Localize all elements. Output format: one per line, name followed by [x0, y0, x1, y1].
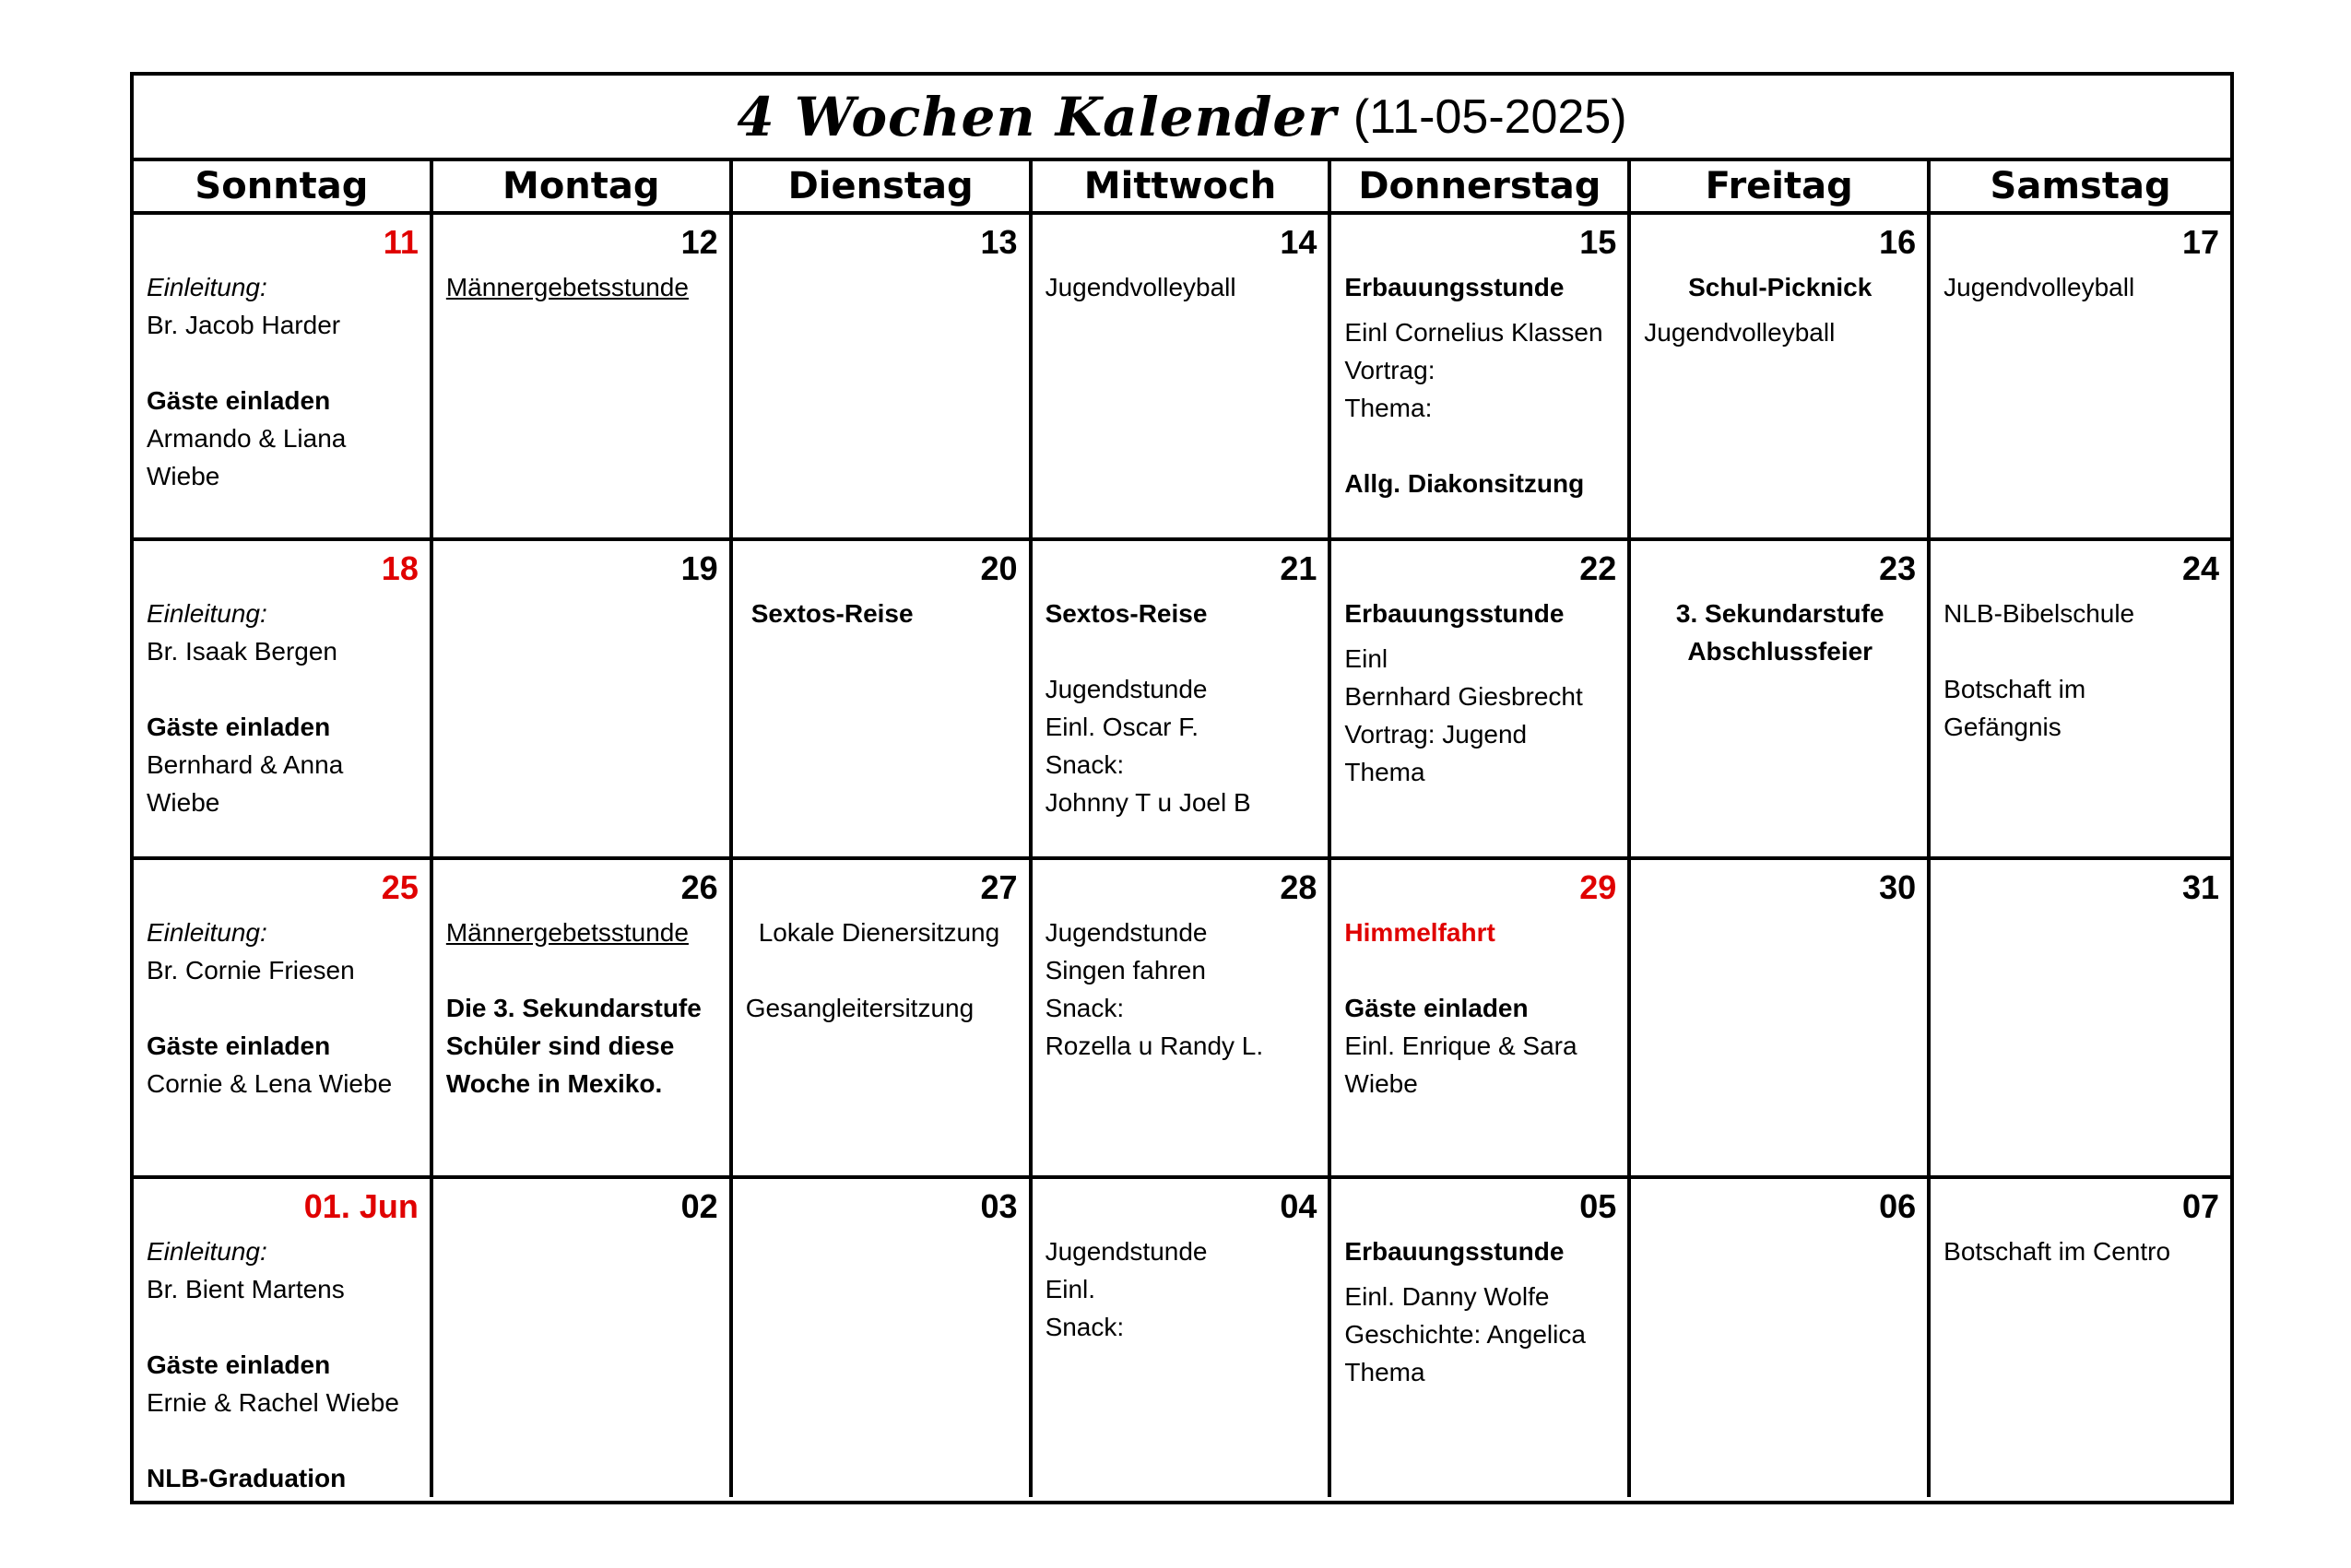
event-title: Erbauungsstunde	[1344, 1237, 1565, 1266]
event-title: Abschlussfeier	[1687, 637, 1873, 666]
day-number: 12	[680, 223, 718, 261]
day-number: 17	[2181, 223, 2219, 261]
day-number: 20	[980, 549, 1018, 587]
guests-name: Armando & Liana	[147, 424, 347, 453]
event-text: Snack:	[1045, 994, 1125, 1022]
event-text: Thema	[1344, 758, 1425, 786]
day-number: 22	[1579, 549, 1617, 587]
weekday-saturday: Samstag	[1931, 161, 2230, 215]
day-cell-16	[1631, 215, 1931, 541]
guests-label: Gäste einladen	[147, 386, 331, 415]
day-cell-18	[134, 541, 433, 860]
event-text: Einl. Enrique & Sara	[1344, 1032, 1577, 1060]
event-text: Einl.	[1045, 1275, 1096, 1303]
day-number: 21	[1280, 549, 1317, 587]
intro-name: Br. Jacob Harder	[147, 311, 341, 339]
event-title: Sextos-Reise	[1045, 599, 1208, 628]
day-cell-25	[134, 860, 433, 1179]
event-text: Thema:	[1344, 394, 1433, 422]
event-text: Jugendstunde	[1045, 1237, 1208, 1266]
event-text: Einl	[1344, 644, 1388, 673]
event-text: Einl. Oscar F.	[1045, 713, 1199, 741]
weekday-wednesday: Mittwoch	[1033, 161, 1332, 215]
calendar-grid	[134, 161, 2230, 1497]
day-cell-06	[1631, 1179, 1931, 1497]
event-text: Snack:	[1045, 1313, 1125, 1341]
event-text: Vortrag:	[1344, 356, 1435, 384]
day-cell-28	[1033, 860, 1332, 1179]
day-number: 23	[1879, 549, 1917, 587]
intro-label: Einleitung:	[147, 918, 267, 947]
day-cell-23	[1631, 541, 1931, 860]
intro-name: Br. Isaak Bergen	[147, 637, 338, 666]
intro-name: Br. Bient Martens	[147, 1275, 345, 1303]
event-text: Botschaft im	[1943, 675, 2086, 703]
day-cell-11	[134, 215, 433, 541]
intro-label: Einleitung:	[147, 599, 267, 628]
guests-label: Gäste einladen	[147, 1032, 331, 1060]
event-text: Jugendstunde	[1045, 918, 1208, 947]
day-number: 11	[383, 223, 419, 261]
day-cell-07	[1931, 1179, 2230, 1497]
day-cell-29	[1331, 860, 1631, 1179]
calendar	[130, 72, 2234, 1504]
day-cell-19	[433, 541, 733, 860]
event-text: Einl Cornelius Klassen	[1344, 318, 1603, 347]
event-title: Schüler sind diese	[445, 1032, 675, 1060]
event-title: Die 3. Sekundarstufe	[445, 994, 702, 1022]
holiday-label: Himmelfahrt	[1344, 918, 1495, 947]
day-number: 19	[680, 549, 718, 587]
day-cell-24	[1931, 541, 2230, 860]
event-text: Bernhard Giesbrecht	[1344, 682, 1583, 711]
day-number: 02	[680, 1187, 718, 1225]
day-number: 14	[1280, 223, 1317, 261]
day-number: 31	[2181, 868, 2219, 906]
guests-label: Gäste einladen	[147, 1350, 331, 1379]
day-cell-15	[1331, 215, 1631, 541]
guests-label: Gäste einladen	[1344, 994, 1529, 1022]
event-text: Jugendvolleyball	[1644, 318, 1836, 347]
event-title: Erbauungsstunde	[1344, 599, 1565, 628]
event-text: Geschichte: Angelica	[1344, 1320, 1586, 1349]
event-text: Männergebetsstunde	[445, 273, 689, 301]
event-text: Botschaft im Centro	[1943, 1237, 2171, 1266]
day-cell-30	[1631, 860, 1931, 1179]
event-text: Jugendvolleyball	[1045, 273, 1236, 301]
event-title: NLB-Graduation	[147, 1464, 347, 1492]
event-title: Sextos-Reise	[750, 599, 914, 628]
intro-label: Einleitung:	[147, 273, 267, 301]
guests-name: Wiebe	[147, 788, 220, 817]
weekday-sunday: Sonntag	[134, 161, 433, 215]
event-text: Männergebetsstunde	[445, 918, 689, 947]
event-text: NLB-Bibelschule	[1943, 599, 2135, 628]
event-text: Rozella u Randy L.	[1045, 1032, 1264, 1060]
day-cell-04	[1033, 1179, 1332, 1497]
event-text: Jugendvolleyball	[1943, 273, 2135, 301]
day-number: 29	[1579, 868, 1617, 906]
intro-label: Einleitung:	[147, 1237, 267, 1266]
event-text: Gefängnis	[1943, 713, 2062, 741]
day-number: 27	[980, 868, 1018, 906]
title-script: 4 Wochen Kalender	[737, 85, 1337, 148]
day-cell-20	[733, 541, 1033, 860]
guests-name: Ernie & Rachel Wiebe	[147, 1388, 399, 1417]
day-number: 04	[1280, 1187, 1317, 1225]
guests-name: Bernhard & Anna	[147, 750, 344, 779]
event-text: Jugendstunde	[1045, 675, 1208, 703]
event-title: Woche in Mexiko.	[445, 1069, 663, 1098]
event-title: 3. Sekundarstufe	[1675, 599, 1884, 628]
day-number: 28	[1280, 868, 1317, 906]
day-number: 24	[2181, 549, 2219, 587]
day-number: 16	[1879, 223, 1917, 261]
event-title: Erbauungsstunde	[1344, 273, 1565, 301]
guests-label: Gäste einladen	[147, 713, 331, 741]
day-number: 18	[381, 549, 419, 587]
event-text: Einl. Danny Wolfe	[1344, 1282, 1550, 1311]
guests-name: Wiebe	[147, 462, 220, 490]
event-text: Gesangleitersitzung	[745, 994, 975, 1022]
event-title: Allg. Diakonsitzung	[1344, 469, 1585, 498]
day-number: 06	[1879, 1187, 1917, 1225]
day-number: 15	[1579, 223, 1617, 261]
day-cell-13	[733, 215, 1033, 541]
weekday-monday: Montag	[433, 161, 733, 215]
event-text: Lokale Dienersitzung	[758, 918, 1000, 947]
day-cell-17	[1931, 215, 2230, 541]
intro-name: Br. Cornie Friesen	[147, 956, 355, 984]
day-number: 05	[1579, 1187, 1617, 1225]
day-number: 13	[980, 223, 1018, 261]
weekday-thursday: Donnerstag	[1331, 161, 1631, 215]
day-cell-26	[433, 860, 733, 1179]
day-cell-14	[1033, 215, 1332, 541]
day-number: 25	[381, 868, 419, 906]
day-cell-27	[733, 860, 1033, 1179]
day-number: 03	[980, 1187, 1018, 1225]
day-cell-31	[1931, 860, 2230, 1179]
day-number: 07	[2181, 1187, 2219, 1225]
day-cell-21	[1033, 541, 1332, 860]
guests-name: Cornie & Lena Wiebe	[147, 1069, 393, 1098]
event-text: Johnny T u Joel B	[1045, 788, 1251, 817]
day-cell-03	[733, 1179, 1033, 1497]
weekday-friday: Freitag	[1631, 161, 1931, 215]
event-text: Singen fahren	[1045, 956, 1206, 984]
event-text: Wiebe	[1344, 1069, 1418, 1098]
day-number: 30	[1879, 868, 1917, 906]
title-date: (11-05-2025)	[1353, 89, 1627, 144]
event-text: Thema	[1344, 1358, 1425, 1386]
day-cell-02	[433, 1179, 733, 1497]
day-cell-01	[134, 1179, 433, 1497]
day-cell-22	[1331, 541, 1631, 860]
event-title: Schul-Picknick	[1688, 273, 1873, 301]
calendar-title	[134, 76, 2230, 161]
event-text: Snack:	[1045, 750, 1125, 779]
day-cell-05	[1331, 1179, 1631, 1497]
weekday-tuesday: Dienstag	[733, 161, 1033, 215]
event-text: Vortrag: Jugend	[1344, 720, 1528, 749]
day-number: 26	[680, 868, 718, 906]
day-number: 01. Jun	[303, 1187, 419, 1225]
day-cell-12	[433, 215, 733, 541]
